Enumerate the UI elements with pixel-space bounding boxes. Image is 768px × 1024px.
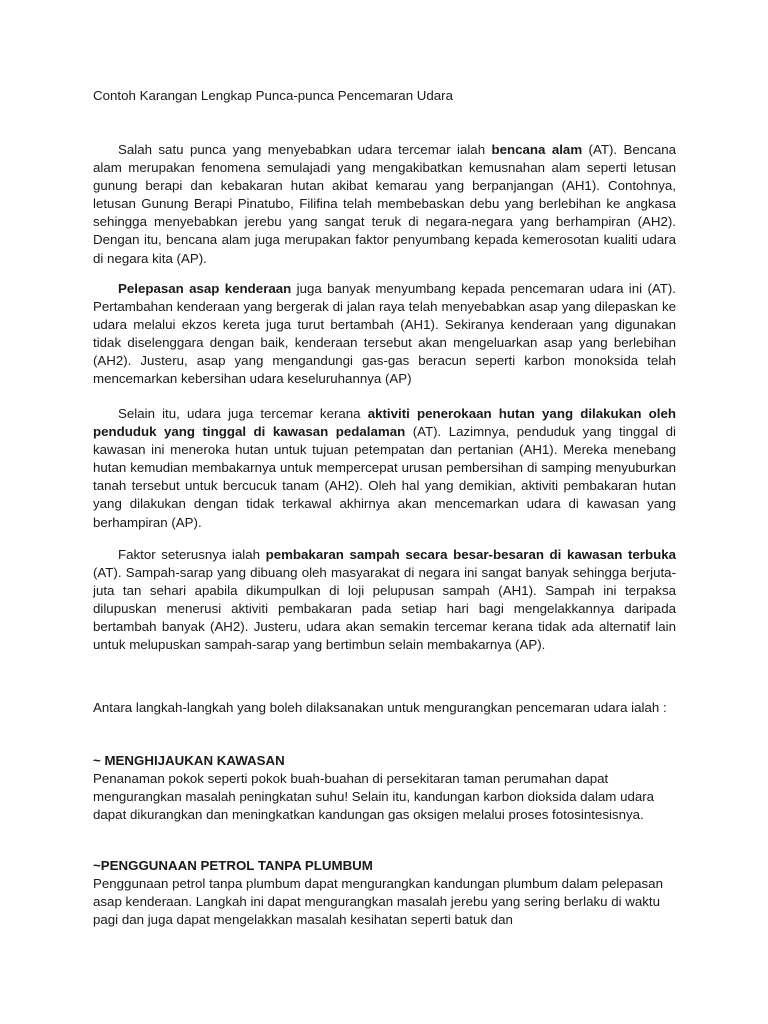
measures-intro: Antara langkah-langkah yang boleh dilaksanakan untuk mengurangkan pencemaran udara ialah :	[93, 700, 667, 715]
bold-keyword: pembakaran sampah secara besar-besaran di kawasan terbuka	[265, 547, 677, 562]
bold-keyword: Pelepasan asap kenderaan	[118, 281, 292, 296]
bold-keyword: bencana alam	[491, 142, 583, 157]
section-text-petrol: Penggunaan petrol tanpa plumbum dapat mengurangkan kandungan plumbum dalam pelepasan asap kenderaan. Langkah ini dapat mengurangkan masalah jerebu yang sering berlaku di waktu pagi dan juga dapat mengelakkan masalah kesihatan seperti batuk dan	[93, 876, 663, 928]
section-text-menghijaukan: Penanaman pokok seperti pokok buah-buahan di persekitaran taman perumahan dapat mengurangkan masalah peningkatan suhu! Selain itu, kandungan karbon dioksida dalam udara dapat dikurangkan dan meningkatkan kandungan gas oksigen melalui proses fotosintesisnya.	[93, 771, 655, 823]
paragraph-text: Faktor seterusnya ialah	[118, 547, 266, 562]
document-title: Contoh Karangan Lengkap Punca-punca Pencemaran Udara	[93, 88, 454, 103]
section-heading-petrol: ~PENGGUNAAN PETROL TANPA PLUMBUM	[93, 858, 373, 873]
bold-keyword: aktiviti penerokaan hutan yang dilakukan oleh penduduk yang tinggal di kawasan pedalaman	[93, 406, 676, 440]
paragraph-text: (AT). Lazimnya, penduduk yang tinggal di kawasan ini meneroka hutan untuk tujuan petempatan dan pertanian (AH1). Mereka menebang hutan kemudian membakarnya untuk mempercepat urusan pembersihan di samping menyuburkan tanah tersebut untuk bercucuk tanam (AH2). Oleh hal yang demikian, aktiviti pembakaran hutan yang dilakukan dengan tidak terkawal akhirnya akan mencemarkan udara di kawasan yang berhampiran (AP).	[93, 424, 676, 530]
paragraph-text: (AT). Sampah-sarap yang dibuang oleh masyarakat di negara ini sangat banyak sehingga berjuta-juta tan sehari apabila dikumpulkan di loji pelupusan sampah (AH1). Sampah ini terpaksa dilupuskan menerusi aktiviti pembakaran pada setiap hari bagi mengelakkannya daripada bertambah banyak (AH2). Justeru, udara akan semakin tercemar kerana tidak ada alternatif lain untuk melupuskan sampah-sarap yang bertimbun selain membakarnya (AP).	[93, 565, 676, 653]
section-heading-menghijaukan: ~ MENGHIJAUKAN KAWASAN	[93, 753, 285, 768]
paragraph-text: Selain itu, udara juga tercemar kerana	[118, 406, 368, 421]
paragraph-pembakaran-sampah	[93, 546, 676, 655]
paragraph-text: juga banyak menyumbang kepada pencemaran udara ini (AT). Pertambahan kenderaan yang bergerak di jalan raya telah menyebabkan asap yang dilepaskan ke udara melalui ekzos kereta juga turut bertambah (AH1). Sekiranya kenderaan yang digunakan tidak diselenggara dengan baik, kenderaan tersebut akan mengeluarkan asap yang berlebihan (AH2). Justeru, asap yang mengandungi gas-gas beracun seperti karbon monoksida telah mencemarkan kebersihan udara keseluruhannya (AP)	[93, 281, 677, 387]
paragraph-penerokaan-hutan	[93, 405, 676, 532]
paragraph-text: (AT). Bencana alam merupakan fenomena semulajadi yang mengakibatkan kemusnahan alam seperti letusan gunung berapi dan kebakaran hutan akibat kemarau yang berpanjangan (AH1). Contohnya, letusan Gunung Berapi Pinatubo, Filifina telah membebaskan debu yang berlebihan ke angkasa sehingga menyebabkan jerebu yang sangat teruk di negara-negara yang berhampiran (AH2). Dengan itu, bencana alam juga merupakan faktor penyumbang kepada kemerosotan kualiti udara di negara kita (AP).	[93, 142, 677, 266]
paragraph-bencana-alam	[93, 141, 676, 268]
paragraph-asap-kenderaan	[93, 280, 676, 389]
paragraph-text: Salah satu punca yang menyebabkan udara tercemar ialah	[118, 142, 492, 157]
